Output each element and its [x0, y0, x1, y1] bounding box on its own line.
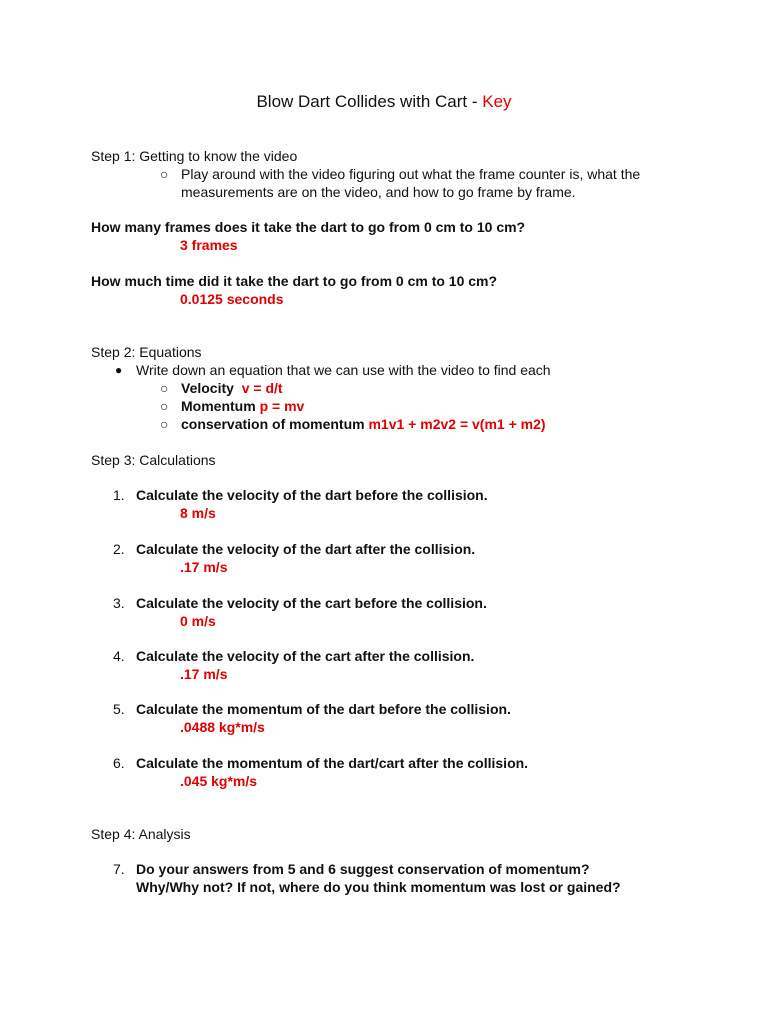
list-number: 4.	[113, 648, 125, 664]
step4-heading: Step 4: Analysis	[91, 826, 191, 842]
equation-value: m1v1 + m2v2 = v(m1 + m2)	[368, 416, 546, 432]
calc-question-3: Calculate the velocity of the cart before the collision.	[136, 595, 487, 611]
page-title	[0, 92, 768, 112]
list-number: 5.	[113, 701, 125, 717]
equation-label: Velocity	[181, 380, 234, 396]
answer-frames: 3 frames	[180, 237, 238, 253]
analysis-question-line2: Why/Why not? If not, where do you think momentum was lost or gained?	[136, 879, 621, 895]
equation-label: Momentum	[181, 398, 256, 414]
step1-heading: Step 1: Getting to know the video	[91, 148, 298, 164]
question-time: How much time did it take the dart to go from 0 cm to 10 cm?	[91, 273, 498, 289]
equation-conservation	[181, 415, 546, 433]
list-number: 1.	[113, 487, 125, 503]
step2-bullet: Write down an equation that we can use with the video to find each	[136, 362, 551, 378]
equation-velocity	[181, 379, 283, 397]
calc-question-2: Calculate the velocity of the dart after the collision.	[136, 541, 476, 557]
hollow-bullet-icon: ○	[160, 416, 169, 432]
analysis-question-line1: Do your answers from 5 and 6 suggest conservation of momentum?	[136, 861, 590, 877]
calc-question-1: Calculate the velocity of the dart before the collision.	[136, 487, 488, 503]
title-key: Key	[482, 92, 512, 111]
calc-answer-6: .045 kg*m/s	[180, 773, 258, 789]
calc-question-5: Calculate the momentum of the dart before the collision.	[136, 701, 511, 717]
equation-label: conservation of momentum	[181, 416, 365, 432]
calc-question-6: Calculate the momentum of the dart/cart after the collision.	[136, 755, 529, 771]
list-number: 7.	[113, 861, 125, 877]
equation-momentum	[181, 397, 304, 415]
hollow-bullet-icon: ○	[160, 398, 169, 414]
question-frames: How many frames does it take the dart to go from 0 cm to 10 cm?	[91, 219, 526, 235]
filled-bullet-icon: ●	[115, 363, 123, 377]
calc-answer-4: .17 m/s	[180, 666, 228, 682]
calc-answer-5: .0488 kg*m/s	[180, 719, 265, 735]
calc-answer-3: 0 m/s	[180, 613, 216, 629]
step2-heading: Step 2: Equations	[91, 344, 202, 360]
list-number: 2.	[113, 541, 125, 557]
calc-answer-2: .17 m/s	[180, 559, 228, 575]
step3-heading: Step 3: Calculations	[91, 452, 216, 468]
list-number: 3.	[113, 595, 125, 611]
step1-bullet-line1: Play around with the video figuring out what the frame counter is, what the	[181, 166, 641, 182]
calc-question-4: Calculate the velocity of the cart after the collision.	[136, 648, 475, 664]
hollow-bullet-icon: ○	[160, 166, 169, 182]
equation-value: p = mv	[259, 398, 305, 414]
calc-answer-1: 8 m/s	[180, 505, 216, 521]
equation-value: v = d/t	[241, 380, 283, 396]
step1-bullet-line2: measurements are on the video, and how to go frame by frame.	[181, 184, 576, 200]
title-main: Blow Dart Collides with Cart -	[256, 92, 483, 111]
hollow-bullet-icon: ○	[160, 380, 169, 396]
list-number: 6.	[113, 755, 125, 771]
answer-time: 0.0125 seconds	[180, 291, 284, 307]
